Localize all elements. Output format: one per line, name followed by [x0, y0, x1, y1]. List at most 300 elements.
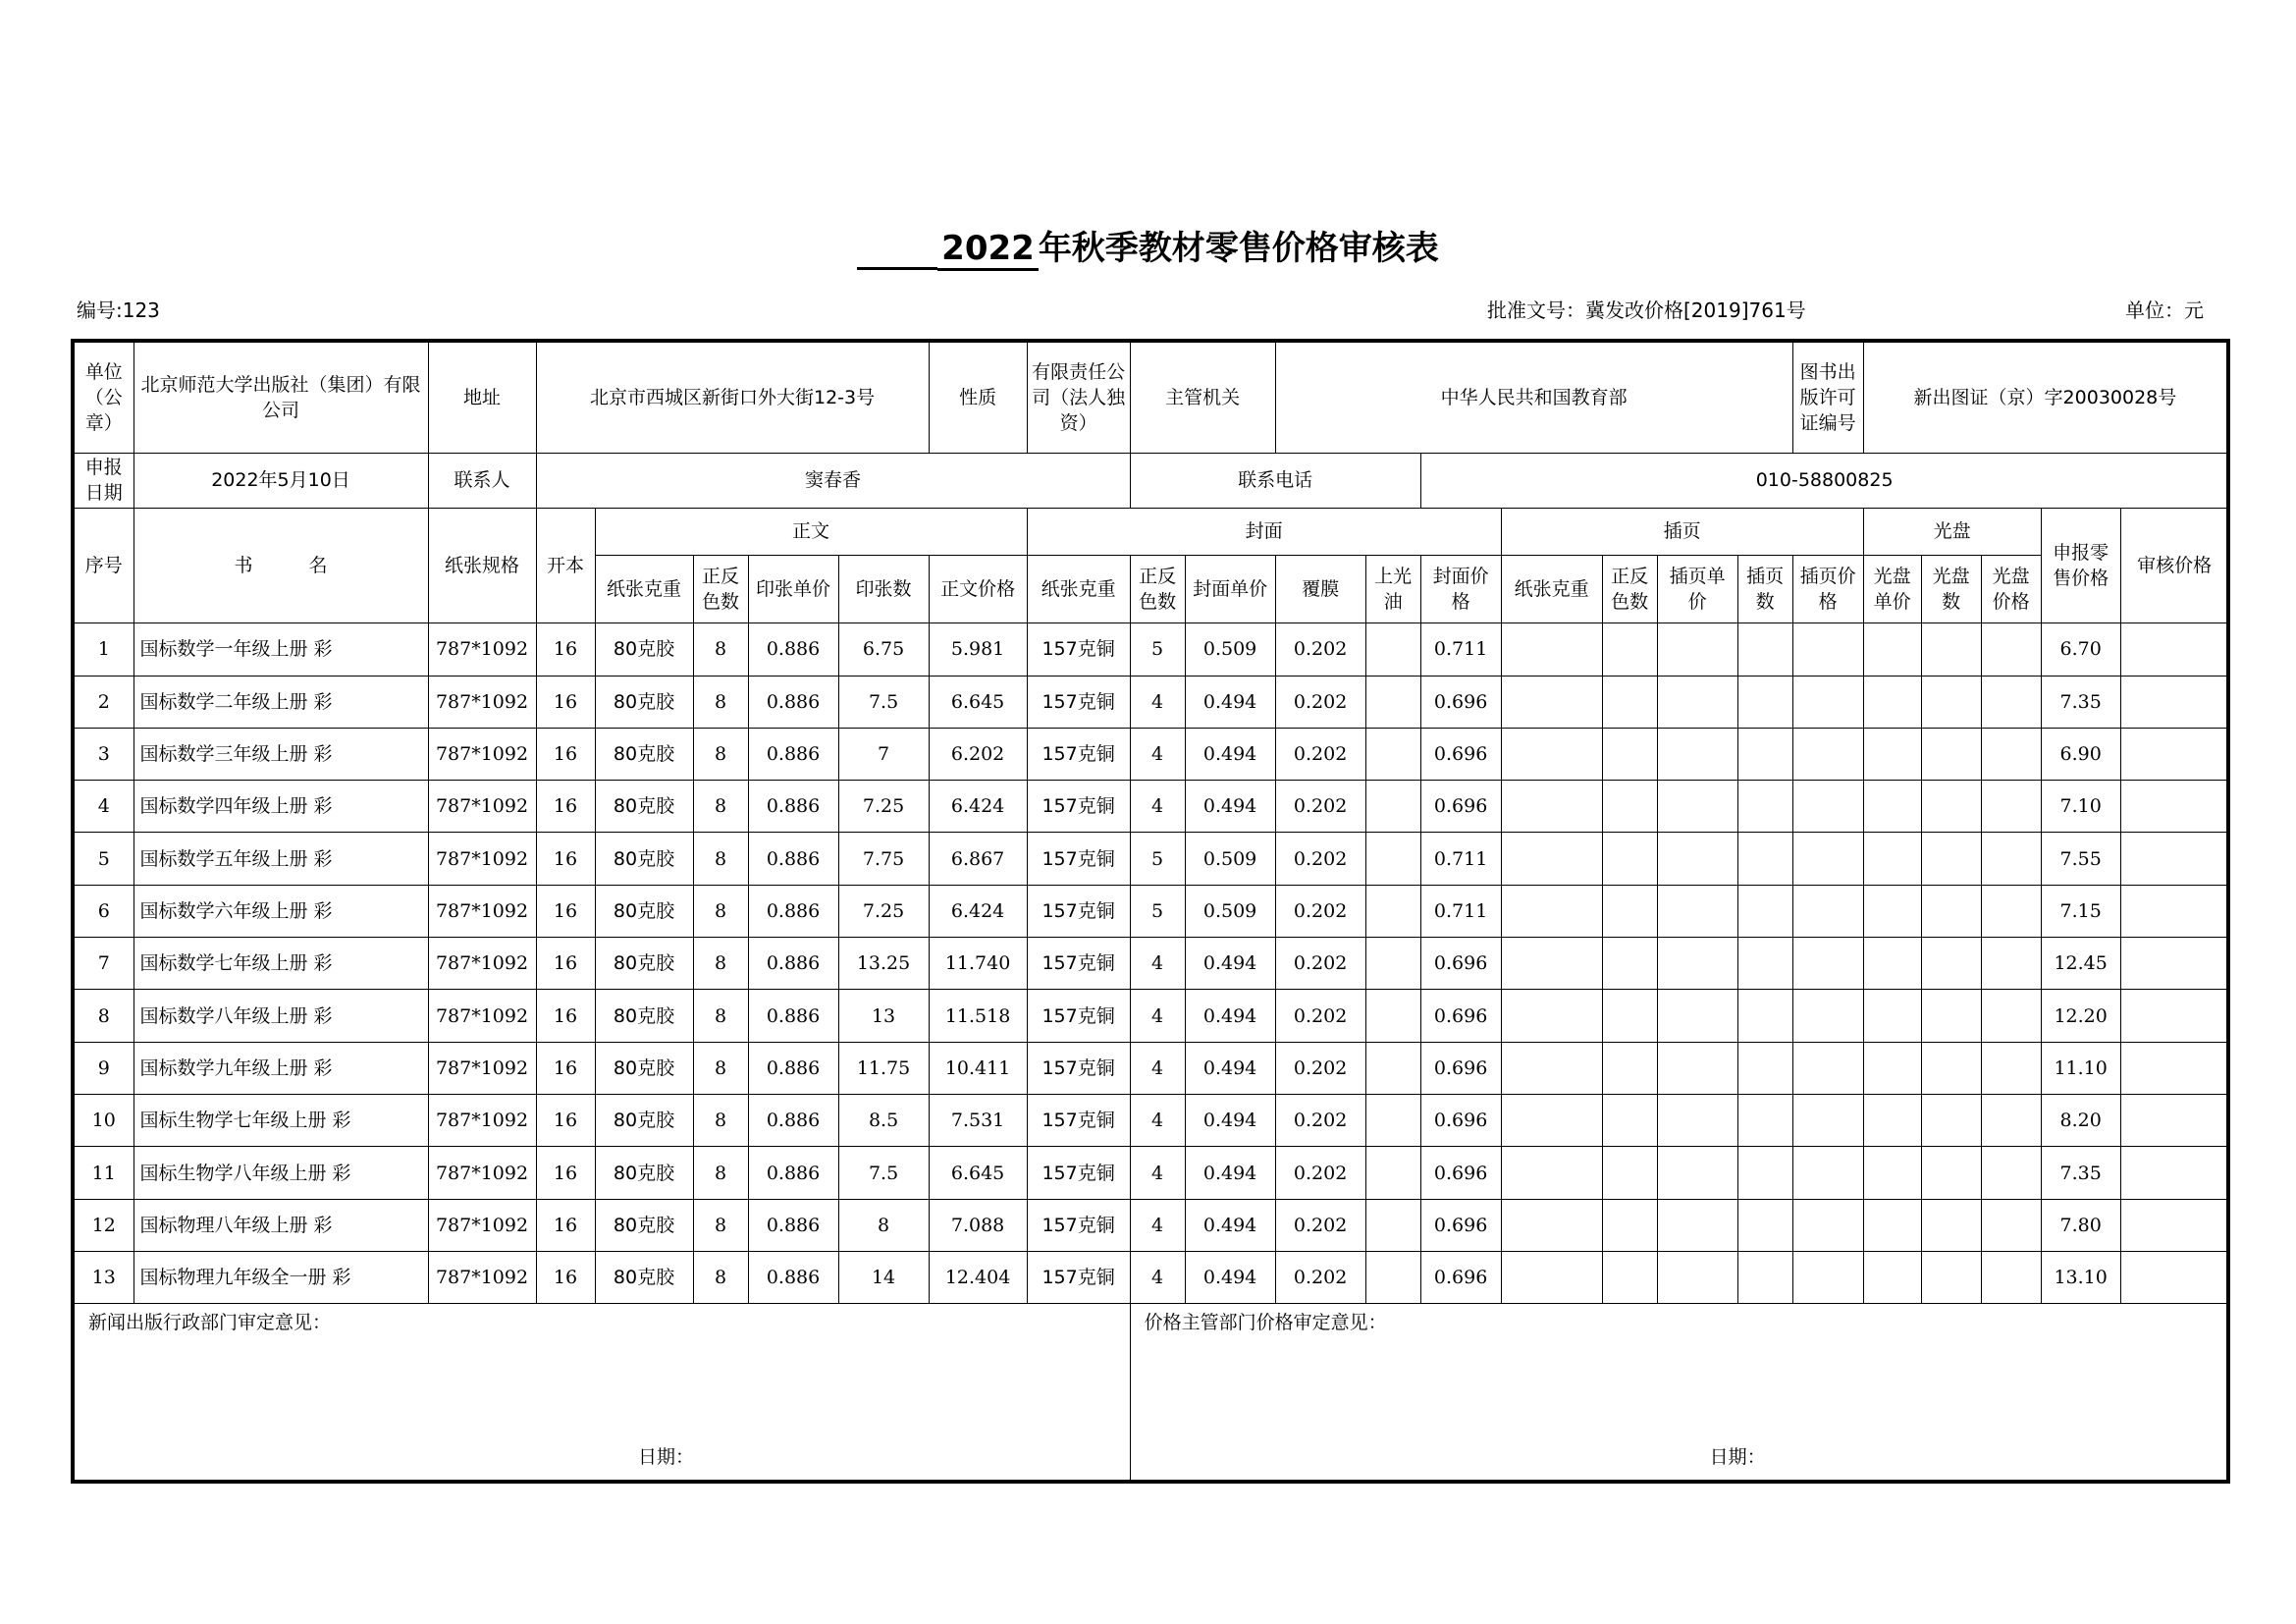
header-audit-price: 审核价格 [2120, 508, 2228, 623]
row-body-colors: 8 [693, 781, 748, 833]
row-insert-cell [1602, 938, 1657, 990]
row-body-sheets: 6.75 [838, 623, 929, 676]
row-disc-cell [1863, 781, 1921, 833]
row-cover-unit-price: 0.494 [1185, 1199, 1275, 1251]
row-disc-cell [1863, 1199, 1921, 1251]
row-audit-price [2120, 990, 2228, 1042]
row-disc-cell [1921, 1251, 1981, 1303]
row-declared-price: 12.45 [2041, 938, 2120, 990]
row-format: 16 [536, 1147, 595, 1199]
table-row [73, 885, 2228, 937]
row-cover-paper-weight: 157克铜 [1027, 1147, 1130, 1199]
row-cover-price: 0.696 [1420, 990, 1501, 1042]
row-cover-film: 0.202 [1275, 1251, 1365, 1303]
info-row-1 [73, 341, 2228, 454]
row-cover-varnish [1365, 728, 1420, 780]
header-insert-col: 正反色数 [1602, 555, 1657, 623]
press-opinion-box [73, 1304, 1130, 1482]
row-declared-price: 6.90 [2041, 728, 2120, 780]
row-insert-cell [1501, 885, 1602, 937]
row-body-sheets: 7.75 [838, 833, 929, 885]
row-disc-cell [1921, 676, 1981, 728]
table-row [73, 623, 2228, 676]
header-paper-spec: 纸张规格 [428, 508, 536, 623]
header-body-col: 印张单价 [748, 555, 838, 623]
row-cover-colors: 4 [1130, 1095, 1185, 1147]
row-disc-cell [1863, 623, 1921, 676]
header-row-1 [73, 508, 2228, 555]
row-cover-colors: 5 [1130, 833, 1185, 885]
row-seq: 2 [73, 676, 133, 728]
header-insert-col: 插页单价 [1657, 555, 1737, 623]
header-insert: 插页 [1501, 508, 1863, 555]
row-insert-cell [1602, 1147, 1657, 1199]
header-seq: 序号 [73, 508, 133, 623]
row-insert-cell [1737, 728, 1792, 780]
row-disc-cell [1863, 938, 1921, 990]
row-cover-film: 0.202 [1275, 1147, 1365, 1199]
header-disc-col: 光盘价格 [1981, 555, 2041, 623]
row-insert-cell [1657, 781, 1737, 833]
row-disc-cell [1863, 1042, 1921, 1094]
row-cover-price: 0.696 [1420, 1199, 1501, 1251]
row-paper-spec: 787*1092 [428, 1147, 536, 1199]
header-body-col: 印张数 [838, 555, 929, 623]
row-book-name: 国标数学九年级上册 彩 [133, 1042, 428, 1094]
form-number: 编号:123 [77, 298, 160, 322]
row-insert-cell [1792, 1147, 1863, 1199]
row-insert-cell [1737, 1095, 1792, 1147]
title-blank-line [857, 234, 937, 270]
row-insert-cell [1501, 1199, 1602, 1251]
row-format: 16 [536, 938, 595, 990]
row-declared-price: 6.70 [2041, 623, 2120, 676]
row-body-sheet-price: 0.886 [748, 1042, 838, 1094]
unit-value: 北京师范大学出版社（集团）有限公司 [133, 341, 428, 454]
row-audit-price [2120, 623, 2228, 676]
row-disc-cell [1921, 1199, 1981, 1251]
row-insert-cell [1602, 728, 1657, 780]
row-body-sheets: 14 [838, 1251, 929, 1303]
row-body-colors: 8 [693, 1251, 748, 1303]
row-cover-paper-weight: 157克铜 [1027, 1042, 1130, 1094]
row-cover-colors: 4 [1130, 938, 1185, 990]
row-body-sheet-price: 0.886 [748, 1251, 838, 1303]
row-cover-price: 0.711 [1420, 885, 1501, 937]
row-insert-cell [1737, 1042, 1792, 1094]
row-insert-cell [1501, 938, 1602, 990]
row-insert-cell [1657, 728, 1737, 780]
row-cover-paper-weight: 157克铜 [1027, 676, 1130, 728]
row-body-colors: 8 [693, 1042, 748, 1094]
row-cover-unit-price: 0.494 [1185, 1042, 1275, 1094]
row-cover-colors: 4 [1130, 1042, 1185, 1094]
license-label: 图书出版许可证编号 [1792, 341, 1863, 454]
price-opinion-label: 价格主管部门价格审定意见： [1144, 1312, 1387, 1334]
row-paper-spec: 787*1092 [428, 1095, 536, 1147]
row-insert-cell [1792, 781, 1863, 833]
row-cover-price: 0.711 [1420, 623, 1501, 676]
title-year: 2022 [937, 229, 1039, 271]
phone-label: 联系电话 [1130, 454, 1420, 508]
row-body-colors: 8 [693, 623, 748, 676]
row-cover-film: 0.202 [1275, 833, 1365, 885]
row-cover-colors: 4 [1130, 1199, 1185, 1251]
row-body-sheet-price: 0.886 [748, 1199, 838, 1251]
row-body-paper-weight: 80克胶 [595, 781, 693, 833]
header-body: 正文 [595, 508, 1027, 555]
row-body-sheets: 7 [838, 728, 929, 780]
header-disc: 光盘 [1863, 508, 2041, 555]
row-disc-cell [1921, 781, 1981, 833]
date-value: 2022年5月10日 [133, 454, 428, 508]
row-insert-cell [1501, 990, 1602, 1042]
row-disc-cell [1981, 990, 2041, 1042]
row-disc-cell [1981, 676, 2041, 728]
header-format: 开本 [536, 508, 595, 623]
row-insert-cell [1602, 676, 1657, 728]
row-insert-cell [1657, 990, 1737, 1042]
row-cover-varnish [1365, 833, 1420, 885]
row-paper-spec: 787*1092 [428, 728, 536, 780]
row-disc-cell [1921, 833, 1981, 885]
row-cover-varnish [1365, 781, 1420, 833]
row-cover-film: 0.202 [1275, 938, 1365, 990]
row-insert-cell [1657, 833, 1737, 885]
row-insert-cell [1501, 781, 1602, 833]
row-body-paper-weight: 80克胶 [595, 990, 693, 1042]
row-cover-colors: 4 [1130, 781, 1185, 833]
row-format: 16 [536, 1042, 595, 1094]
row-body-colors: 8 [693, 1147, 748, 1199]
row-insert-cell [1737, 938, 1792, 990]
row-insert-cell [1792, 728, 1863, 780]
row-seq: 6 [73, 885, 133, 937]
row-declared-price: 7.80 [2041, 1199, 2120, 1251]
row-insert-cell [1737, 623, 1792, 676]
row-body-sheet-price: 0.886 [748, 676, 838, 728]
row-insert-cell [1602, 781, 1657, 833]
row-body-paper-weight: 80克胶 [595, 938, 693, 990]
row-book-name: 国标数学三年级上册 彩 [133, 728, 428, 780]
row-cover-varnish [1365, 1147, 1420, 1199]
row-declared-price: 8.20 [2041, 1095, 2120, 1147]
row-cover-varnish [1365, 1199, 1420, 1251]
row-insert-cell [1501, 728, 1602, 780]
info-section [73, 341, 2228, 508]
row-format: 16 [536, 676, 595, 728]
row-body-sheet-price: 0.886 [748, 1147, 838, 1199]
row-body-price: 6.645 [929, 676, 1027, 728]
row-book-name: 国标数学六年级上册 彩 [133, 885, 428, 937]
table-row [73, 1042, 2228, 1094]
row-insert-cell [1501, 676, 1602, 728]
row-insert-cell [1657, 1251, 1737, 1303]
row-disc-cell [1981, 885, 2041, 937]
row-disc-cell [1921, 1042, 1981, 1094]
header-cover-col: 上光油 [1365, 555, 1420, 623]
row-seq: 10 [73, 1095, 133, 1147]
row-insert-cell [1657, 1095, 1737, 1147]
header-cover: 封面 [1027, 508, 1501, 555]
row-body-paper-weight: 80克胶 [595, 1095, 693, 1147]
row-declared-price: 7.55 [2041, 833, 2120, 885]
row-insert-cell [1602, 1042, 1657, 1094]
row-format: 16 [536, 623, 595, 676]
row-cover-film: 0.202 [1275, 728, 1365, 780]
row-cover-film: 0.202 [1275, 676, 1365, 728]
row-cover-unit-price: 0.494 [1185, 990, 1275, 1042]
row-disc-cell [1981, 1147, 2041, 1199]
row-body-price: 7.531 [929, 1095, 1027, 1147]
row-body-sheets: 8 [838, 1199, 929, 1251]
row-cover-paper-weight: 157克铜 [1027, 1251, 1130, 1303]
row-book-name: 国标数学一年级上册 彩 [133, 623, 428, 676]
table-row [73, 938, 2228, 990]
row-insert-cell [1792, 833, 1863, 885]
header-disc-col: 光盘数 [1921, 555, 1981, 623]
row-declared-price: 7.35 [2041, 676, 2120, 728]
table-row [73, 990, 2228, 1042]
row-format: 16 [536, 1251, 595, 1303]
row-paper-spec: 787*1092 [428, 1199, 536, 1251]
row-body-sheets: 7.5 [838, 1147, 929, 1199]
row-disc-cell [1981, 781, 2041, 833]
row-insert-cell [1602, 1251, 1657, 1303]
row-cover-unit-price: 0.494 [1185, 781, 1275, 833]
row-cover-price: 0.696 [1420, 1147, 1501, 1199]
row-insert-cell [1657, 1199, 1737, 1251]
header-cover-col: 纸张克重 [1027, 555, 1130, 623]
row-insert-cell [1737, 1251, 1792, 1303]
row-insert-cell [1602, 1095, 1657, 1147]
row-book-name: 国标生物学八年级上册 彩 [133, 1147, 428, 1199]
row-cover-varnish [1365, 623, 1420, 676]
row-cover-price: 0.696 [1420, 1095, 1501, 1147]
row-insert-cell [1737, 885, 1792, 937]
row-disc-cell [1981, 1199, 2041, 1251]
row-format: 16 [536, 781, 595, 833]
price-review-table [71, 339, 2230, 1484]
row-body-sheet-price: 0.886 [748, 781, 838, 833]
row-body-colors: 8 [693, 676, 748, 728]
row-cover-paper-weight: 157克铜 [1027, 728, 1130, 780]
row-body-sheet-price: 0.886 [748, 728, 838, 780]
row-body-colors: 8 [693, 885, 748, 937]
row-insert-cell [1792, 990, 1863, 1042]
row-body-price: 12.404 [929, 1251, 1027, 1303]
row-body-paper-weight: 80克胶 [595, 833, 693, 885]
row-body-colors: 8 [693, 938, 748, 990]
opinion-row [73, 1304, 2228, 1482]
contact-label: 联系人 [428, 454, 536, 508]
row-cover-unit-price: 0.509 [1185, 885, 1275, 937]
row-insert-cell [1657, 623, 1737, 676]
row-cover-price: 0.696 [1420, 1251, 1501, 1303]
press-opinion-date: 日期： [638, 1446, 695, 1468]
row-body-price: 6.424 [929, 885, 1027, 937]
row-cover-colors: 5 [1130, 623, 1185, 676]
row-body-colors: 8 [693, 990, 748, 1042]
row-insert-cell [1501, 833, 1602, 885]
row-audit-price [2120, 833, 2228, 885]
row-book-name: 国标数学二年级上册 彩 [133, 676, 428, 728]
row-paper-spec: 787*1092 [428, 833, 536, 885]
form-title [0, 221, 2296, 270]
row-disc-cell [1981, 833, 2041, 885]
row-insert-cell [1501, 1042, 1602, 1094]
row-cover-film: 0.202 [1275, 1095, 1365, 1147]
row-format: 16 [536, 1095, 595, 1147]
table-row [73, 676, 2228, 728]
row-insert-cell [1737, 676, 1792, 728]
row-disc-cell [1981, 1042, 2041, 1094]
row-cover-varnish [1365, 1251, 1420, 1303]
row-body-price: 11.518 [929, 990, 1027, 1042]
row-body-sheets: 11.75 [838, 1042, 929, 1094]
row-cover-paper-weight: 157克铜 [1027, 623, 1130, 676]
row-body-sheets: 8.5 [838, 1095, 929, 1147]
table-row [73, 833, 2228, 885]
row-insert-cell [1792, 623, 1863, 676]
row-insert-cell [1792, 938, 1863, 990]
row-audit-price [2120, 1251, 2228, 1303]
row-body-colors: 8 [693, 1199, 748, 1251]
row-body-paper-weight: 80克胶 [595, 1147, 693, 1199]
row-disc-cell [1921, 1095, 1981, 1147]
header-insert-col: 插页价格 [1792, 555, 1863, 623]
row-cover-colors: 4 [1130, 1251, 1185, 1303]
row-cover-price: 0.696 [1420, 676, 1501, 728]
row-cover-film: 0.202 [1275, 623, 1365, 676]
row-audit-price [2120, 938, 2228, 990]
row-audit-price [2120, 781, 2228, 833]
row-audit-price [2120, 1147, 2228, 1199]
row-paper-spec: 787*1092 [428, 1042, 536, 1094]
header-insert-col: 纸张克重 [1501, 555, 1602, 623]
date-label: 申报日期 [73, 454, 133, 508]
row-insert-cell [1501, 1095, 1602, 1147]
row-seq: 1 [73, 623, 133, 676]
row-paper-spec: 787*1092 [428, 990, 536, 1042]
title-text: 年秋季教材零售价格审核表 [1038, 229, 1439, 268]
row-book-name: 国标数学七年级上册 彩 [133, 938, 428, 990]
row-format: 16 [536, 990, 595, 1042]
row-disc-cell [1921, 623, 1981, 676]
row-seq: 9 [73, 1042, 133, 1094]
row-insert-cell [1602, 990, 1657, 1042]
row-body-sheet-price: 0.886 [748, 833, 838, 885]
row-cover-paper-weight: 157克铜 [1027, 938, 1130, 990]
row-cover-price: 0.711 [1420, 833, 1501, 885]
row-format: 16 [536, 728, 595, 780]
row-cover-unit-price: 0.494 [1185, 1147, 1275, 1199]
row-insert-cell [1737, 833, 1792, 885]
row-seq: 11 [73, 1147, 133, 1199]
book-rows [73, 623, 2228, 1304]
row-cover-unit-price: 0.494 [1185, 728, 1275, 780]
row-paper-spec: 787*1092 [428, 781, 536, 833]
row-body-price: 6.424 [929, 781, 1027, 833]
row-insert-cell [1602, 885, 1657, 937]
table-row [73, 1147, 2228, 1199]
row-cover-colors: 4 [1130, 990, 1185, 1042]
row-disc-cell [1981, 938, 2041, 990]
opinion-section [73, 1304, 2228, 1482]
row-body-paper-weight: 80克胶 [595, 1251, 693, 1303]
row-disc-cell [1863, 833, 1921, 885]
table-row [73, 1251, 2228, 1303]
row-body-price: 11.740 [929, 938, 1027, 990]
row-insert-cell [1737, 1199, 1792, 1251]
row-body-sheet-price: 0.886 [748, 885, 838, 937]
license-value: 新出图证（京）字20030028号 [1863, 341, 2228, 454]
row-declared-price: 7.15 [2041, 885, 2120, 937]
row-cover-unit-price: 0.494 [1185, 1095, 1275, 1147]
row-cover-colors: 4 [1130, 728, 1185, 780]
row-cover-price: 0.696 [1420, 938, 1501, 990]
authority-label: 主管机关 [1130, 341, 1275, 454]
row-body-sheet-price: 0.886 [748, 990, 838, 1042]
row-insert-cell [1737, 990, 1792, 1042]
price-opinion-box [1130, 1304, 2228, 1482]
table-row [73, 1095, 2228, 1147]
nature-value: 有限责任公司（法人独资） [1027, 341, 1130, 454]
row-cover-varnish [1365, 1095, 1420, 1147]
header-cover-col: 覆膜 [1275, 555, 1365, 623]
row-cover-varnish [1365, 885, 1420, 937]
row-cover-price: 0.696 [1420, 1042, 1501, 1094]
info-row-2 [73, 454, 2228, 508]
row-cover-unit-price: 0.509 [1185, 623, 1275, 676]
row-cover-paper-weight: 157克铜 [1027, 1199, 1130, 1251]
row-format: 16 [536, 1199, 595, 1251]
row-body-price: 6.867 [929, 833, 1027, 885]
row-body-colors: 8 [693, 1095, 748, 1147]
row-disc-cell [1863, 1251, 1921, 1303]
row-body-sheets: 7.25 [838, 885, 929, 937]
row-paper-spec: 787*1092 [428, 885, 536, 937]
row-disc-cell [1921, 938, 1981, 990]
row-insert-cell [1792, 885, 1863, 937]
row-declared-price: 12.20 [2041, 990, 2120, 1042]
row-disc-cell [1921, 990, 1981, 1042]
row-audit-price [2120, 1199, 2228, 1251]
row-disc-cell [1981, 623, 2041, 676]
header-cover-col: 封面价格 [1420, 555, 1501, 623]
row-body-sheets: 13 [838, 990, 929, 1042]
row-body-price: 6.645 [929, 1147, 1027, 1199]
row-cover-colors: 5 [1130, 885, 1185, 937]
row-body-colors: 8 [693, 728, 748, 780]
row-book-name: 国标数学八年级上册 彩 [133, 990, 428, 1042]
row-insert-cell [1792, 676, 1863, 728]
row-disc-cell [1921, 1147, 1981, 1199]
row-body-paper-weight: 80克胶 [595, 1199, 693, 1251]
row-seq: 5 [73, 833, 133, 885]
row-cover-colors: 4 [1130, 1147, 1185, 1199]
row-insert-cell [1602, 623, 1657, 676]
row-paper-spec: 787*1092 [428, 938, 536, 990]
row-disc-cell [1863, 676, 1921, 728]
row-seq: 7 [73, 938, 133, 990]
row-disc-cell [1863, 1147, 1921, 1199]
row-cover-colors: 4 [1130, 676, 1185, 728]
phone-value: 010-58800825 [1420, 454, 2228, 508]
row-cover-varnish [1365, 676, 1420, 728]
address-value: 北京市西城区新街口外大街12-3号 [536, 341, 929, 454]
row-insert-cell [1792, 1251, 1863, 1303]
